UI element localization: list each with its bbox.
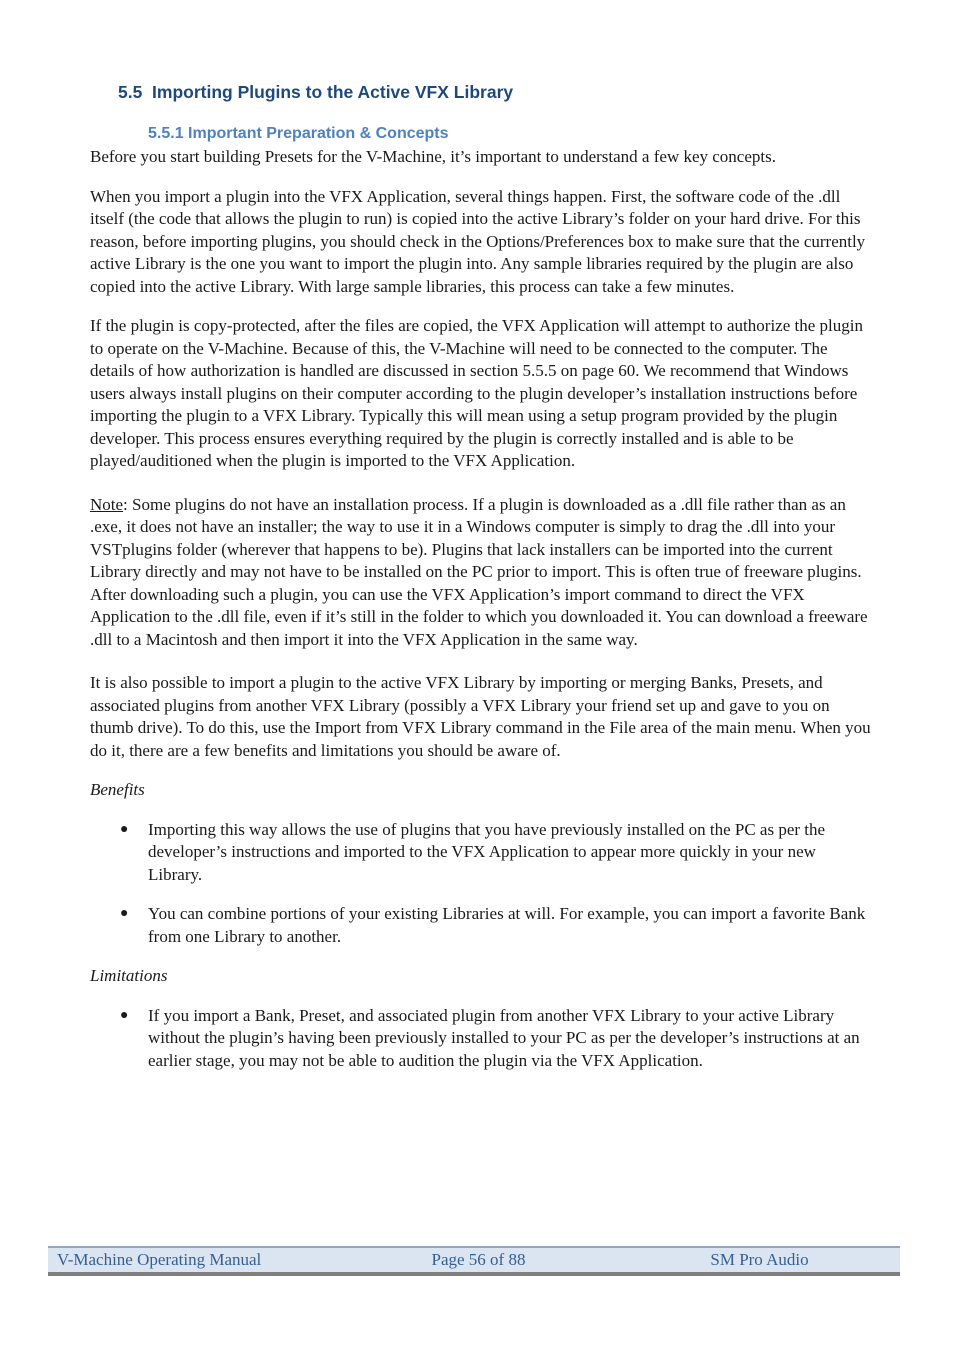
list-item <box>90 819 874 887</box>
bullet-text: Importing this way allows the use of plugins that you have previously installed on the PC as per the developer’s instructions and imported to the VFX Application to appear more quickly in your new Library. <box>148 819 826 884</box>
note-text: : Some plugins do not have an installation process. If a plugin is downloaded as a .dll file rather than as an .exe, it does not have an installer; the way to use it in a Windows computer is simply to drag the .dll into your VSTplugins folder (wherever that happens to be). Plugins that lack installers can be imported into the current Library directly and may not have to be installed on the PC prior to import. This is often true of freeware plugins. After downloading such a plugin, you can use the VFX Application’s import command to direct the VFX Application to the .dll file, even if it’s still in the folder to which you downloaded it. You can download a freeware .dll to a Macintosh and then import it into the VFX Application in the same way. <box>90 494 868 649</box>
limitations-list <box>90 1005 874 1073</box>
bullet-icon: ● <box>120 1007 129 1023</box>
subsection-heading: 5.5.1 Important Preparation & Concepts <box>148 125 449 142</box>
list-item <box>90 1005 874 1073</box>
limitations-heading: Limitations <box>90 966 168 985</box>
section-heading: 5.5 Importing Plugins to the Active VFX Library <box>118 82 514 102</box>
footer-bar <box>48 1246 900 1276</box>
list-item <box>90 903 874 948</box>
footer-company-name: SM Pro Audio <box>710 1250 809 1269</box>
bullet-text: If you import a Bank, Preset, and associated plugin from another VFX Library to your active Library without the plugin’s having been previously installed to your PC as per the developer’s instructions at an earlier stage, you may not be able to audition the plugin via the VFX Application. <box>148 1005 860 1070</box>
footer-document-title: V-Machine Operating Manual <box>57 1250 262 1269</box>
paragraph-intro: Before you start building Presets for the V-Machine, it’s important to understand a few key concepts. <box>90 147 776 166</box>
benefits-list <box>90 819 874 949</box>
paragraph-copy-protection: If the plugin is copy-protected, after the files are copied, the VFX Application will attempt to authorize the plugin to operate on the V-Machine. Because of this, the V-Machine will need to be connected to the computer. The details of how authorization is handled are discussed in section 5.5.5 on page 60. We recommend that Windows users always install plugins on their computer according to the plugin developer’s installation instructions before importing the plugin to a VFX Library. Typically this will mean using a setup program provided by the plugin developer. This process ensures everything required by the plugin is correctly installed and is able to be played/auditioned when the plugin is imported to the VFX Application. <box>90 316 863 470</box>
bullet-icon: ● <box>120 906 129 921</box>
paragraph-note <box>90 494 874 652</box>
benefits-heading: Benefits <box>90 780 145 799</box>
page-content <box>90 82 874 1089</box>
note-label: Note <box>90 494 124 514</box>
bullet-text: You can combine portions of your existing Libraries at will. For example, you can import a favorite Bank from one Library to another. <box>148 904 866 946</box>
paragraph-import-process: When you import a plugin into the VFX Application, several things happen. First, the software code of the .dll itself (the code that allows the plugin to run) is copied into the active Library’s folder on your hard drive. For this reason, before importing plugins, you should check in the Options/Preferences box to make sure that the currently active Library is the one you want to import the plugin into. Any sample libraries required by the plugin are also copied into the active Library. With large sample libraries, this process can take a few minutes. <box>90 186 866 296</box>
bullet-icon: ● <box>120 821 129 837</box>
paragraph-import-merge: It is also possible to import a plugin to the active VFX Library by importing or merging Banks, Presets, and associated plugins from another VFX Library (possibly a VFX Library your friend set up and gave to you on thumb drive). To do this, use the Import from VFX Library command in the File area of the main menu. When you do it, there are a few benefits and limitations you should be aware of. <box>90 673 871 760</box>
footer-page-number: Page 56 of 88 <box>431 1250 526 1269</box>
